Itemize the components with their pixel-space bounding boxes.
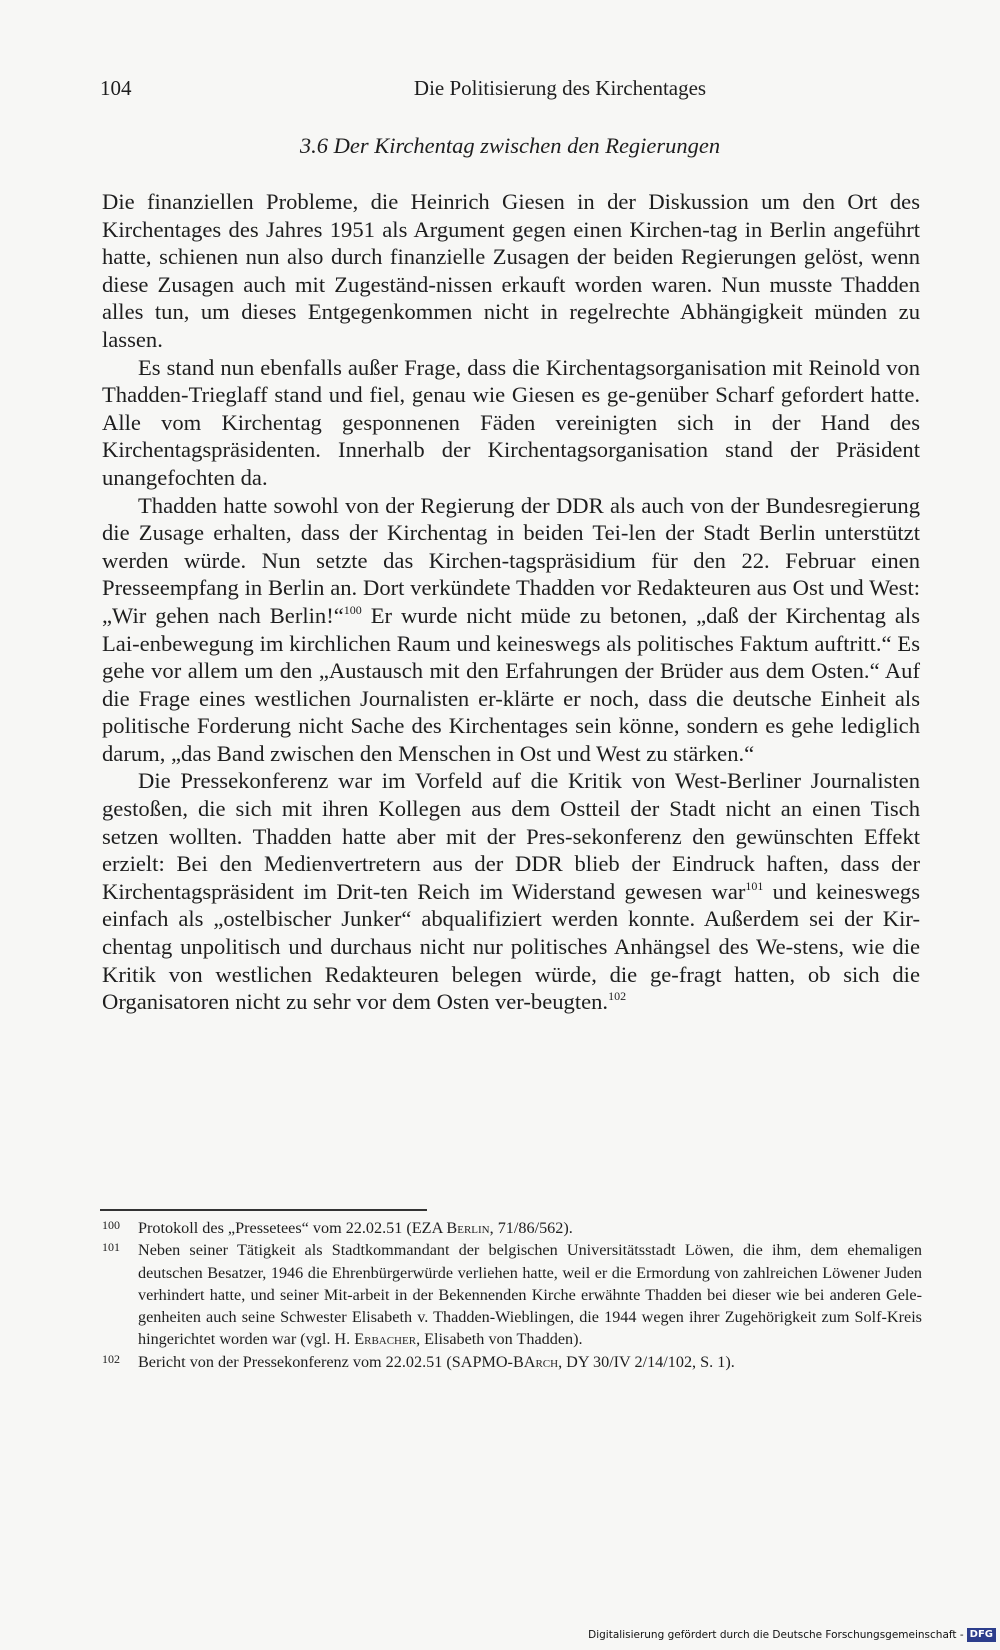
paragraph-3	[102, 492, 920, 768]
footnote-102	[100, 1351, 922, 1373]
footnote-number: 101	[102, 1240, 120, 1255]
footnote-ref-100: 100	[343, 602, 362, 617]
footnote-101	[100, 1239, 922, 1350]
footnote-text-end: , 71/86/562).	[489, 1219, 573, 1237]
footnote-ref-102: 102	[608, 989, 627, 1004]
paragraph-2: Es stand nun ebenfalls außer Frage, dass die Kirchentagsorganisation mit Reinold von Thadden-Trieglaff stand und fiel, genau wie Giesen es ge-genüber Scharf gefordert hatte. Alle vom Kirchentag gesponnenen Fäden vereinigten sich in der Hand des Kirchentagspräsidenten. Innerhalb der Kirchentagsorganisation stand der Präsident unangefochten da.	[102, 354, 920, 490]
footnote-ref-101: 101	[745, 878, 764, 893]
footnote-author: Erbacher	[354, 1330, 417, 1349]
funding-note	[588, 1626, 996, 1644]
footnote-text: Bericht von der Pressekonferenz vom 22.02.51 (SAPMO-BA	[138, 1352, 536, 1371]
footnote-text: Protokoll des „Pressetees“ vom 22.02.51 (EZA	[138, 1219, 447, 1237]
footnote-divider	[100, 1209, 427, 1211]
page-header	[100, 76, 920, 106]
footnotes	[100, 1217, 922, 1373]
paragraph-4-part-a: Die Pressekonferenz war im Vorfeld auf die Kritik von West-Berliner Journalisten gestoßen, die sich mit ihren Kollegen aus dem Ostteil der Stadt nicht an einen Tisch setzen wollten. Thadden hatte aber mit der Pres-sekonferenz den gewünschten Effekt erzielt: Bei den Medienvertretern aus der DDR blieb der Eindruck haften, dass der Kirchentagspräsident im Drit-ten Reich im Widerstand gewesen war	[102, 768, 920, 904]
funding-note-text: Digitalisierung gefördert durch die Deutsche Forschungsgemeinschaft -	[588, 1629, 964, 1641]
footnote-number: 100	[102, 1218, 120, 1232]
footnote-text-end: , DY 30/IV 2/14/102, S. 1).	[558, 1352, 735, 1371]
paragraph-3-part-a: Thadden hatte sowohl von der Regierung der DDR als auch von der Bundesregierung die Zusage erhalten, dass der Kirchentag in beiden Tei-len der Stadt Berlin unterstützt werden würde. Nun setzte das Kirchen-tagspräsidium für den 22. Februar einen Presseempfang in Berlin an. Dort verkündete Thadden vor Redakteuren aus Ost und West: „Wir gehen nach Berlin!“	[102, 492, 920, 628]
footnote-text-end: , Elisabeth von Thadden).	[416, 1330, 583, 1349]
page-number: 104	[100, 76, 132, 100]
paragraph-4-part-b: und keineswegs einfach als „ostelbischer Junker“ abqualifiziert werden konnte. Außerdem sei der Kir-chentag unpolitisch und durchaus nicht nur politisches Anhängsel des We-stens, wie die Kritik von westlichen Redakteuren belegen würde, die ge-fragt hatten, ob sich die Organisatoren nicht zu sehr vor dem Osten ver-beugten.	[102, 878, 921, 1015]
body-text	[102, 188, 920, 1016]
footnote-100	[100, 1217, 922, 1239]
paragraph-1: Die finanziellen Probleme, die Heinrich Giesen in der Diskussion um den Ort des Kirchentages des Jahres 1951 als Argument gegen einen Kirchen-tag in Berlin angeführt hatte, schienen nun also durch finanzielle Zusagen der beiden Regierungen gelöst, wenn diese Zusagen auch mit Zugeständ-nissen erkauft worden waren. Nun musste Thadden alles tun, um dieses Entgegenkommen nicht in regelrechte Abhängigkeit münden zu lassen.	[102, 189, 920, 352]
footnote-number: 102	[102, 1351, 120, 1366]
footnote-archive-abbrev: rch	[535, 1352, 559, 1371]
running-title: Die Politisierung des Kirchentages	[413, 76, 707, 100]
section-title: 3.6 Der Kirchentag zwischen den Regierungen	[299, 133, 721, 158]
paragraph-4	[102, 767, 920, 1015]
footnote-archive-abbrev: Berlin	[446, 1219, 490, 1237]
footnote-text: Neben seiner Tätigkeit als Stadtkommandant der belgischen Universitätsstadt Löwen, die ihm, dem ehemaligen deutschen Besatzer, 1946 die Ehrenbürgerwürde verliehen hatte, weil er die Ermordung von zahlreichen Löwener Juden verhindert hatte, und seiner Mit-arbeit in der Bekennenden Kirche erwähnte Thadden bei dieser wie bei anderen Gele-genheiten auch seine Schwester Elisabeth v. Thadden-Wieblingen, die 1944 wegen ihrer Zugehörigkeit zum Solf-Kreis hingerichtet worden war (vgl. H.	[138, 1241, 922, 1349]
paragraph-3-part-b: Er wurde nicht müde zu betonen, „daß der Kirchentag als Lai-enbewegung im kirchlichen Raum und keineswegs als politisches Faktum auftritt.“ Es gehe vor allem um den „Austausch mit den Erfahrungen der Brüder aus dem Osten.“ Auf die Frage eines westlichen Journalisten er-klärte er noch, dass die deutsche Einheit als politische Forderung nicht Sache des Kirchentages sein könne, sondern es gehe lediglich darum, „das Band zwischen den Menschen in Ost und West zu stärken.“	[102, 602, 920, 766]
dfg-logo: DFG	[967, 1628, 996, 1642]
